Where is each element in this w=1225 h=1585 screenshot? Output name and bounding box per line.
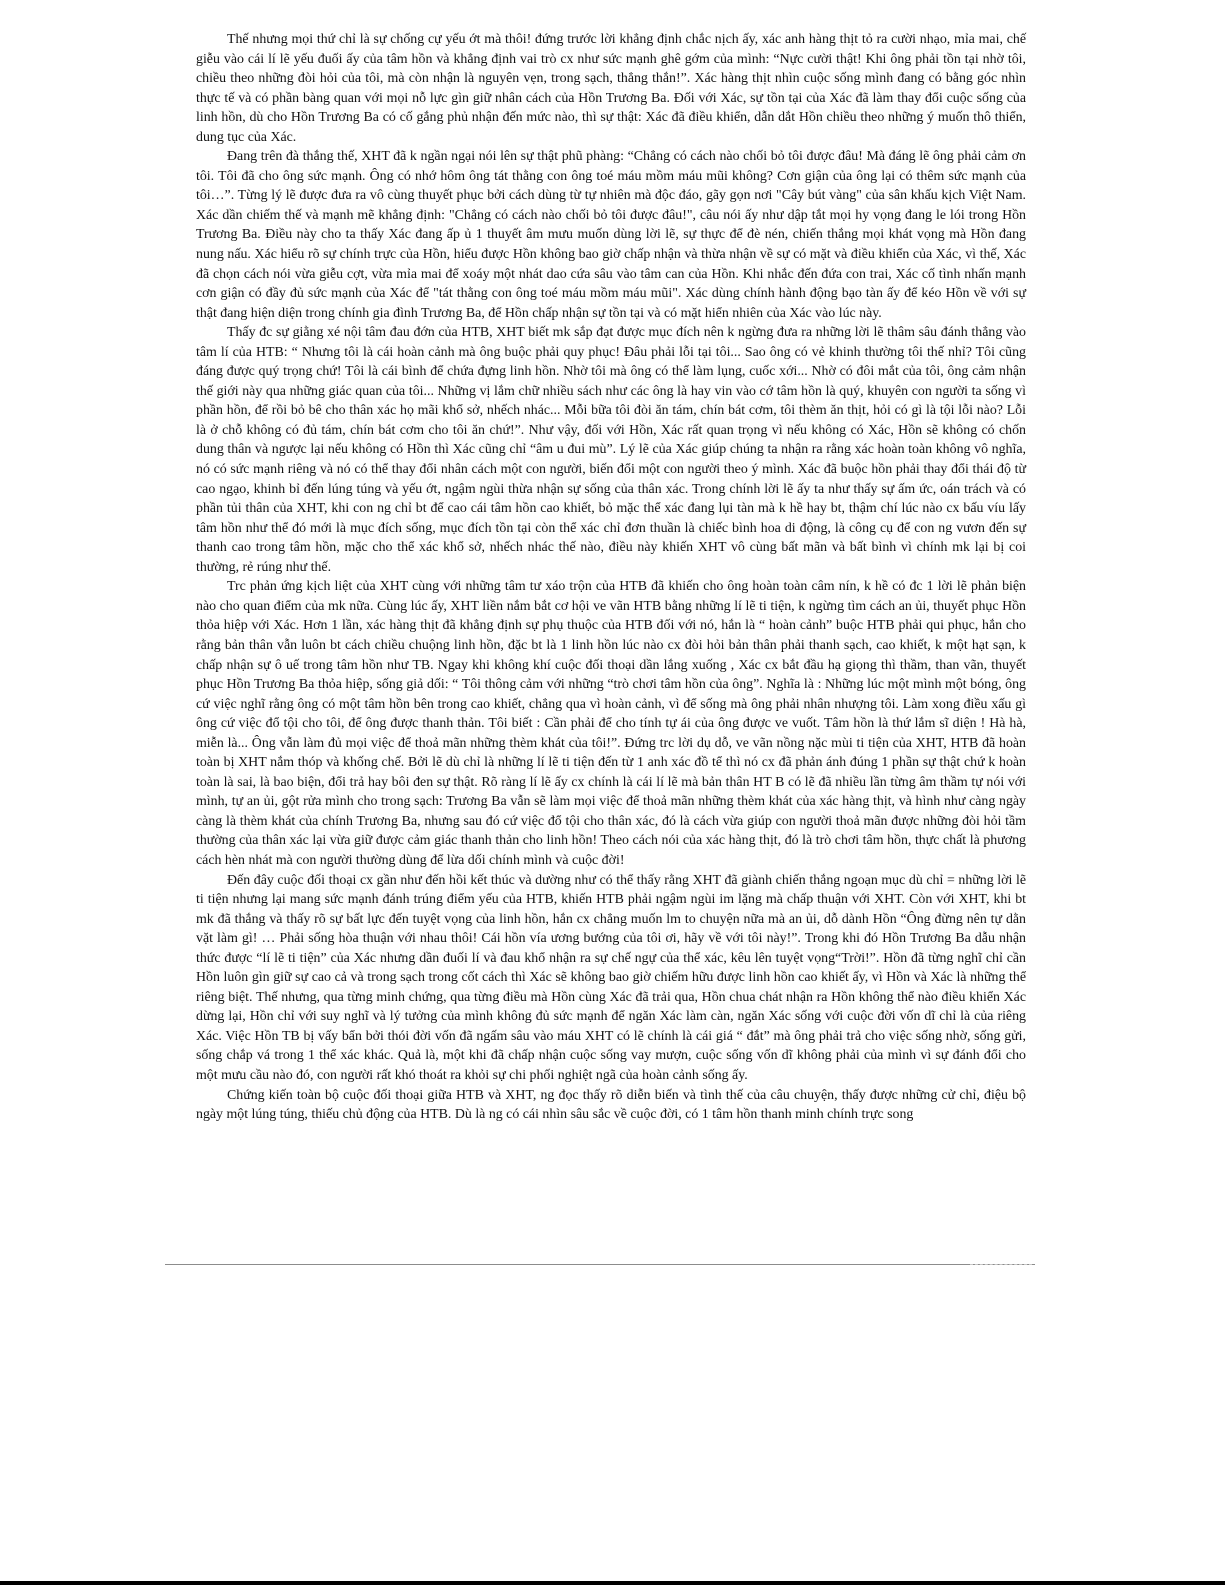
paragraph-2: Đang trên đà thắng thế, XHT đã k ngần ngại nói lên sự thật phũ phàng: “Chẳng có cách nào chối bỏ tôi được đâu! Mà đáng lẽ ông phải cảm ơn tôi. Tôi đã cho ông sức mạnh. Ông có nhớ hôm ông tát thằng con ông toé máu mồm máu mũi không? Cơn giận của ông lại có thêm sức mạnh của tôi…”. Từng lý lẽ được đưa ra vô cùng thuyết phục bởi cách dùng từ tự nhiên mà độc đáo, gãy gọn nơi "Cây bút vàng" của sân khấu kịch Việt Nam. Xác dần chiếm thế và mạnh mẽ khẳng định: "Chẳng có cách nào chối bỏ tôi được đâu!", câu nói ấy như dập tắt mọi hy vọng đang le lói trong Hồn Trương Ba. Điều này cho ta thấy Xác đang ấp ủ 1 thuyết âm mưu muốn dùng lời lẽ, sự thực để đè nén, chiến thắng mọi khát vọng mà Hồn đang nung nấu. Xác hiểu rõ sự chính trực của Hồn, hiểu được Hồn không bao giờ chấp nhận và thừa nhận về sự có mặt và điều khiển của Xác, vì thế, Xác đã chọn cách nói vừa giễu cợt, vừa mỉa mai để xoáy một nhát dao cứa sâu vào tâm can của Hồn. Khi nhắc đến đứa con trai, Xác cố tình nhấn mạnh cơn giận có đầy đủ sức mạnh của Xác để "tát thằng con ông toé máu mồm máu mũi". Xác dùng chính hành động bạo tàn ấy để kéo Hồn về với sự thật đang hiện diện trong chính gia đình Trương Ba, để Hồn chấp nhận sự tồn tại và có mặt hiển nhiên của Xác vào lúc này. — [196, 149, 1026, 321]
paragraph-3: Thấy đc sự giằng xé nội tâm đau đớn của HTB, XHT biết mk sắp đạt được mục đích nên k ngừng đưa ra những lời lẽ thâm sâu đánh thẳng vào tâm lí của HTB: “ Nhưng tôi là cái hoàn cảnh mà ông buộc phải quy phục! Đâu phải lỗi tại tôi... Sao ông có vẻ khinh thường tôi thế nhỉ? Tôi cũng đáng được quý trọng chứ! Tôi là cái bình để chứa đựng linh hồn. Nhờ tôi mà ông có thể làm lụng, cuốc xới... Nhờ có đôi mắt của tôi, ông cảm nhận thế giới này qua những giác quan của tôi... Những vị lắm chữ nhiều sách như các ông là hay vin vào cớ tâm hồn là quý, khuyên con người ta sống vì phần hồn, để rồi bỏ bê cho thân xác họ mãi khổ sở, nhếch nhác... Mỗi bữa tôi đòi ăn tám, chín bát cơm, tôi thèm ăn thịt, hỏi có gì là tội lỗi nào? Lỗi là ở chỗ không có đủ tám, chín bát cơm cho tôi ăn chứ!”. Như vậy, đối với Hồn, Xác rất quan trọng vì nếu không có Xác, Hồn sẽ không có chốn dung thân và ngược lại nếu không có Hồn thì Xác cũng chỉ “âm u đui mù”. Lý lẽ của Xác giúp chúng ta nhận ra rằng xác hoàn toàn không vô nghĩa, nó có sức mạnh riêng và nó có thể thay đổi nhân cách một con người, biến đổi một con người theo ý mình. Xác đã buộc hồn phải thay đổi thái độ từ cao ngạo, khinh bỉ đến lúng túng và yếu ớt, ngậm ngùi thừa nhận sự sống của thân xác. Trong chính lời lẽ ấy ta như thấy sự ấm ức, oán trách và có phần tủi thân của XHT, khi con ng chỉ bt để cao cái tâm hồn cao khiết, bỏ mặc thể xác đang lụi tàn mà k hề hay bt, thậm chí lúc nào cx bấu víu lấy tâm hồn như thể đó mới là mục đích sống, mục đích tồn tại còn thể xác chỉ đơn thuần là chiếc bình hoa di động, là công cụ để con ng vươn đến sự thanh cao trong tâm hồn, mặc cho thể xác khổ sở, nhếch nhác thế nào, điều này khiến XHT vô cùng bất mãn và bất bình vì chính mk lại bị coi thường, rẻ rúng như thế. — [196, 325, 1026, 575]
page-footer-rule-tail — [970, 1264, 1032, 1265]
page-footer-rule — [165, 1264, 1035, 1265]
paragraph-5: Đến đây cuộc đối thoại cx gần như đến hồi kết thúc và dường như có thể thấy rằng XHT đã giành chiến thắng ngoạn mục dù chỉ = những lời lẽ ti tiện nhưng lại mang sức mạnh đánh trúng điểm yếu của HTB, khiến HTB phải ngậm ngùi im lặng mà chấp thuận với XHT. Còn với XHT, khi bt mk đã thắng và thấy rõ sự bất lực đến tuyệt vọng của linh hồn, hắn cx chẳng muốn lm to chuyện nữa mà an ủi, dỗ dành Hồn “Ông đừng nên tự dằn vặt làm gì! … Phải sống hòa thuận với nhau thôi! Cái hồn vía ương bướng của tôi ơi, hãy về với tôi này!”. Trong khi đó Hồn Trương Ba dẫu nhận thức được “lí lẽ ti tiện” của Xác nhưng dần đuối lí và đau khổ nhận ra sự chế ngự của thể xác, kêu lên tuyệt vọng“Trời!”. Hồn đã từng nghĩ chỉ cần Hồn luôn gìn giữ sự cao cả và trong sạch trong cốt cách thì Xác sẽ không bao giờ chiếm hữu được linh hồn cao khiết ấy, vì Hồn và Xác là những thể riêng biệt. Thế nhưng, qua từng minh chứng, qua từng điều mà Hồn cùng Xác đã trải qua, Hồn chua chát nhận ra Hồn không thể nào điều khiển Xác dừng lại, Hồn chỉ với suy nghĩ và lý tưởng của mình không đủ sức mạnh để ngăn Xác làm càn, ngăn Xác sống với cuộc đời vốn dĩ chỉ là của riêng Xác. Việc Hồn TB bị vấy bẩn bởi thói đời vốn đã ngấm sâu vào máu XHT có lẽ chính là cái giá “ đắt” mà ông phải trả cho việc sống nhờ, sống gửi, sống chắp vá trong 1 thể xác khác. Quả là, một khi đã chấp nhận cuộc sống vay mượn, cuộc sống vốn dĩ không phải của mình vì sự đánh đổi cho một mưu cầu nào đó, con người rất khó thoát ra khỏi sự chi phối nghiệt ngã của hoàn cảnh sống ấy. — [196, 872, 1026, 1083]
paragraph-1: Thế nhưng mọi thứ chỉ là sự chống cự yếu ớt mà thôi! đứng trước lời khẳng định chắc nịch ấy, xác anh hàng thịt tỏ ra cười nhạo, mỉa mai, chế giễu vào cái lí lẽ yếu đuối ấy của tâm hồn và khẳng định vai trò cx như sức mạnh ghê gớm của mình: “Nực cười thật! Khi ông phải tồn tại nhờ tôi, chiều theo những đòi hỏi của tôi, mà còn nhận là nguyên vẹn, trong sạch, thẳng thắn!”. Xác hàng thịt nhìn cuộc sống mình đang có bằng góc nhìn thực tế và có phần bàng quan với mọi nỗ lực gìn giữ nhân cách của Hồn Trương Ba. Đối với Xác, sự tồn tại của Xác đã làm thay đổi cuộc sống của linh hồn, dù cho Hồn Trương Ba có cố gắng phủ nhận đến mức nào, thì sự thật: Xác đã điều khiển, dẫn dắt Hồn chiều theo những ý muốn thô thiển, dung tục của Xác. — [196, 32, 1026, 145]
page-bottom-edge — [0, 1581, 1225, 1585]
document-body — [196, 30, 1026, 1125]
paragraph-6: Chứng kiến toàn bộ cuộc đối thoại giữa HTB và XHT, ng đọc thấy rõ diễn biến và tình thế của câu chuyện, thấy được những cử chỉ, điệu bộ ngày một lúng túng, thiếu chủ động của HTB. Dù là ng có cái nhìn sâu sắc về cuộc đời, có 1 tâm hồn thanh minh chính trực song — [196, 1087, 1026, 1123]
paragraph-4: Trc phản ứng kịch liệt của XHT cùng với những tâm tư xáo trộn của HTB đã khiến cho ông hoàn toàn câm nín, k hề có đc 1 lời lẽ phản biện nào cho quan điểm của mk nữa. Cùng lúc ấy, XHT liền nắm bắt cơ hội ve vãn HTB bằng những lí lẽ ti tiện, k ngừng tìm cách an ủi, thuyết phục Hồn thỏa hiệp với Xác. Hơn 1 lần, xác hàng thịt đã khẳng định sự phụ thuộc của HTB đối với nó, hắn là “ hoàn cảnh” buộc HTB phải qui phục, hắn cho rằng bản thân vẫn luôn bt cách chiều chuộng linh hồn, đặc bt là 1 linh hồn lúc nào cx đòi hỏi bản thân phải thanh sạch, cao khiết, k một hạt sạn, k chấp nhận sự ô uế trong tâm hồn như TB. Ngay khi không khí cuộc đối thoại dần lắng xuống , Xác cx bắt đầu hạ giọng thì thầm, than vãn, thuyết phục Hồn Trương Ba thỏa hiệp, sống giả dối: “ Tôi thông cảm với những “trò chơi tâm hồn của ông”. Nghĩa là : Những lúc một mình một bóng, ông cứ việc nghĩ rằng ông có một tâm hồn bên trong cao khiết, chẳng qua vì hoàn cảnh, vì để sống mà ông phải nhân nhượng tôi. Làm xong điều xấu gì ông cứ việc đổ tội cho tôi, để ông được thanh thản. Tôi biết : Cần phải để cho tính tự ái của ông được ve vuốt. Tâm hồn là thứ lắm sĩ diện ! Hà hà, miễn là... Ông vẫn làm đủ mọi việc để thoả mãn những thèm khát của tôi!”. Đứng trc lời dụ dỗ, ve vãn nồng nặc mùi ti tiện của XHT, HTB đã hoàn toàn bị XHT nắm thóp và khống chế. Bởi lẽ dù chỉ là những lí lẽ ti tiện đến từ 1 anh xác đồ tể thì nó cx đã phản ánh đúng 1 phần sự thật chứ k hoàn toàn là sai, là bao biện, đổi trả hay bôi đen sự thật. Rõ ràng lí lẽ ấy cx chính là cái lí lẽ mà bản thân HT B có lẽ đã nhiều lần từng âm thầm tự nói với mình, tự an ủi, gột rửa mình cho trong sạch: Trương Ba vẫn sẽ làm mọi việc để thoả mãn những thèm khát của xác hàng thịt, và hình như càng ngày càng là thèm khát của chính Trương Ba, nhưng sau đó cứ việc đổ tội cho thân xác, đó là cách vừa giúp con người thoả mãn được những đòi hỏi tầm thường của thân xác lại vừa giữ được cảm giác thanh thản cho linh hồn! Theo cách nói của xác hàng thịt, đó là trò chơi tâm hồn, thực chất là phương cách hèn nhát mà con người thường dùng để lừa dối chính mình và cuộc đời! — [196, 579, 1026, 868]
